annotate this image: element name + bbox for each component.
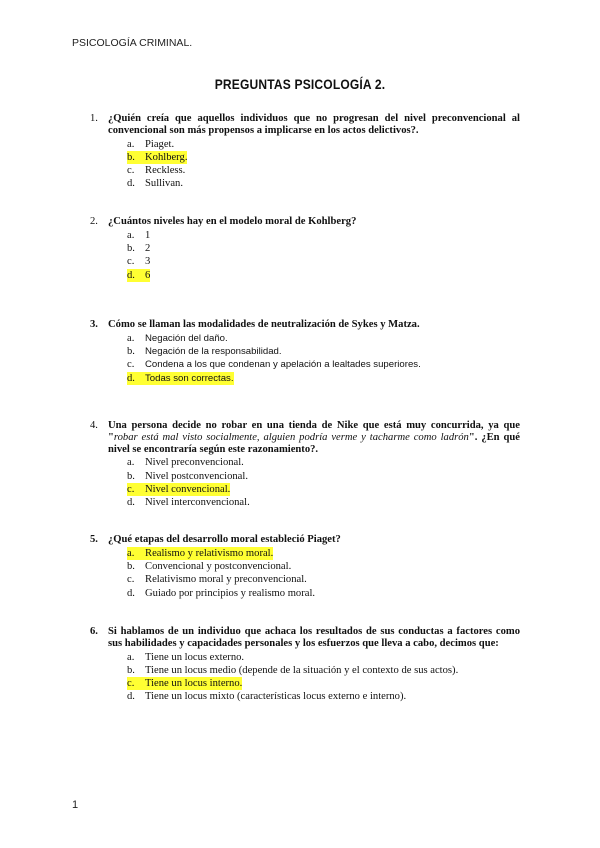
question-5 (90, 534, 520, 600)
question-text: ¿Quién creía que aquellos individuos que no progresan del nivel preconvencional al convencional son más propensos a implicarse en los actos delictivos?. (108, 113, 520, 136)
option-list (90, 456, 520, 509)
option-letter: d. (127, 372, 145, 385)
page-header: PSICOLOGÍA CRIMINAL. (72, 37, 193, 49)
question-text: ¿Qué etapas del desarrollo moral estableció Piaget? (108, 534, 341, 545)
option-letter: d. (127, 691, 135, 703)
option-letter: c. (127, 359, 135, 371)
option-text: Tiene un locus mixto (características locus externo e interno). (145, 691, 407, 703)
option-text-highlighted: Realismo y relativismo moral. (145, 547, 274, 559)
option-text: Condena a los que condenan y apelación a lealtades superiores. (145, 359, 421, 371)
question-2 (90, 216, 520, 282)
option-letter: c. (127, 483, 145, 496)
option-list (90, 138, 520, 191)
option-letter: c. (127, 256, 135, 268)
option-letter: c. (127, 677, 145, 690)
option-letter: a. (127, 332, 135, 344)
option-letter: d. (127, 497, 135, 509)
option-text: Piaget. (145, 138, 175, 150)
option-letter: d. (127, 587, 135, 599)
page-number: 1 (72, 799, 79, 811)
question-number: 4. (90, 420, 98, 431)
option-text: Nivel postconvencional. (145, 470, 248, 482)
question-number: 1. (90, 113, 98, 124)
question-text-part: Una persona decide no robar en una tienda de Nike que está muy concurrida, ya que " (108, 420, 520, 443)
option-c (90, 483, 520, 496)
option-letter: b. (127, 561, 135, 573)
question-4 (90, 420, 520, 510)
question-text: ¿Cuántos niveles hay en el modelo moral de Kohlberg? (108, 216, 357, 227)
option-letter: a. (127, 229, 135, 241)
option-list (90, 332, 520, 385)
option-text: Relativismo moral y preconvencional. (145, 574, 307, 586)
option-text: Convencional y postconvencional. (145, 561, 292, 573)
option-letter: c. (127, 574, 135, 586)
option-b (90, 664, 520, 677)
option-text-highlighted: Kohlberg. (145, 151, 188, 163)
option-a (90, 332, 520, 345)
option-d (90, 690, 520, 703)
option-c (90, 573, 520, 586)
option-text: Guiado por principios y realismo moral. (145, 587, 316, 599)
question-text (108, 420, 520, 455)
option-text: Reckless. (145, 165, 186, 177)
option-letter: b. (127, 664, 135, 676)
option-c (90, 255, 520, 268)
option-d (90, 372, 520, 385)
option-letter: c. (127, 165, 135, 177)
option-text: Nivel preconvencional. (145, 457, 244, 469)
option-letter: a. (127, 651, 135, 663)
question-number: 3. (90, 319, 98, 330)
option-d (90, 587, 520, 600)
option-text: 3 (145, 256, 151, 268)
option-text: 1 (145, 229, 151, 241)
option-a (90, 229, 520, 242)
option-list (90, 547, 520, 600)
option-letter: a. (127, 547, 145, 560)
option-a (90, 547, 520, 560)
option-a (90, 456, 520, 469)
option-list (90, 651, 520, 704)
option-letter: a. (127, 457, 135, 469)
option-b (90, 151, 520, 164)
option-text: Nivel interconvencional. (145, 497, 250, 509)
option-text: Negación del daño. (145, 332, 228, 344)
option-b (90, 242, 520, 255)
option-text: Tiene un locus externo. (145, 651, 245, 663)
option-letter: b. (127, 346, 135, 358)
option-text: Negación de la responsabilidad. (145, 346, 282, 358)
option-c (90, 677, 520, 690)
option-c (90, 164, 520, 177)
option-b (90, 560, 520, 573)
option-text-highlighted: Nivel convencional. (145, 483, 231, 495)
option-c (90, 358, 520, 371)
question-quote: robar está mal visto socialmente, alguien podría verme y tacharme como ladrón (113, 431, 469, 443)
option-letter: d. (127, 178, 135, 190)
question-1 (90, 113, 520, 191)
option-text-highlighted: 6 (145, 269, 151, 281)
option-letter: b. (127, 470, 135, 482)
page-title: PREGUNTAS PSICOLOGÍA 2. (214, 76, 386, 92)
option-letter: d. (127, 269, 145, 282)
option-letter: b. (127, 151, 145, 164)
option-letter: a. (127, 138, 135, 150)
question-number: 2. (90, 216, 98, 227)
question-number: 5. (90, 534, 98, 545)
option-d (90, 269, 520, 282)
option-d (90, 177, 520, 190)
question-text: Si hablamos de un individuo que achaca los resultados de sus conductas a factores como sus habilidades y capacidades personales y los esfuerzos que lleva a cabo, decimos que: (108, 626, 520, 649)
option-text-highlighted: Tiene un locus interno. (145, 678, 243, 690)
option-letter: b. (127, 243, 135, 255)
question-number: 6. (90, 626, 98, 637)
question-text: Cómo se llaman las modalidades de neutralización de Sykes y Matza. (108, 319, 420, 330)
option-text-highlighted: Todas son correctas. (145, 372, 234, 384)
option-text: Tiene un locus medio (depende de la situación y el contexto de sus actos). (145, 664, 459, 676)
option-list (90, 229, 520, 282)
question-3 (90, 319, 520, 385)
option-b (90, 470, 520, 483)
option-text: Sullivan. (145, 178, 183, 190)
option-d (90, 496, 520, 509)
option-text: 2 (145, 243, 151, 255)
option-a (90, 138, 520, 151)
option-a (90, 651, 520, 664)
question-6 (90, 626, 520, 704)
option-b (90, 345, 520, 358)
question-text-part: ". ¿En qué nivel se encontraría según este razonamiento?. (108, 431, 520, 455)
